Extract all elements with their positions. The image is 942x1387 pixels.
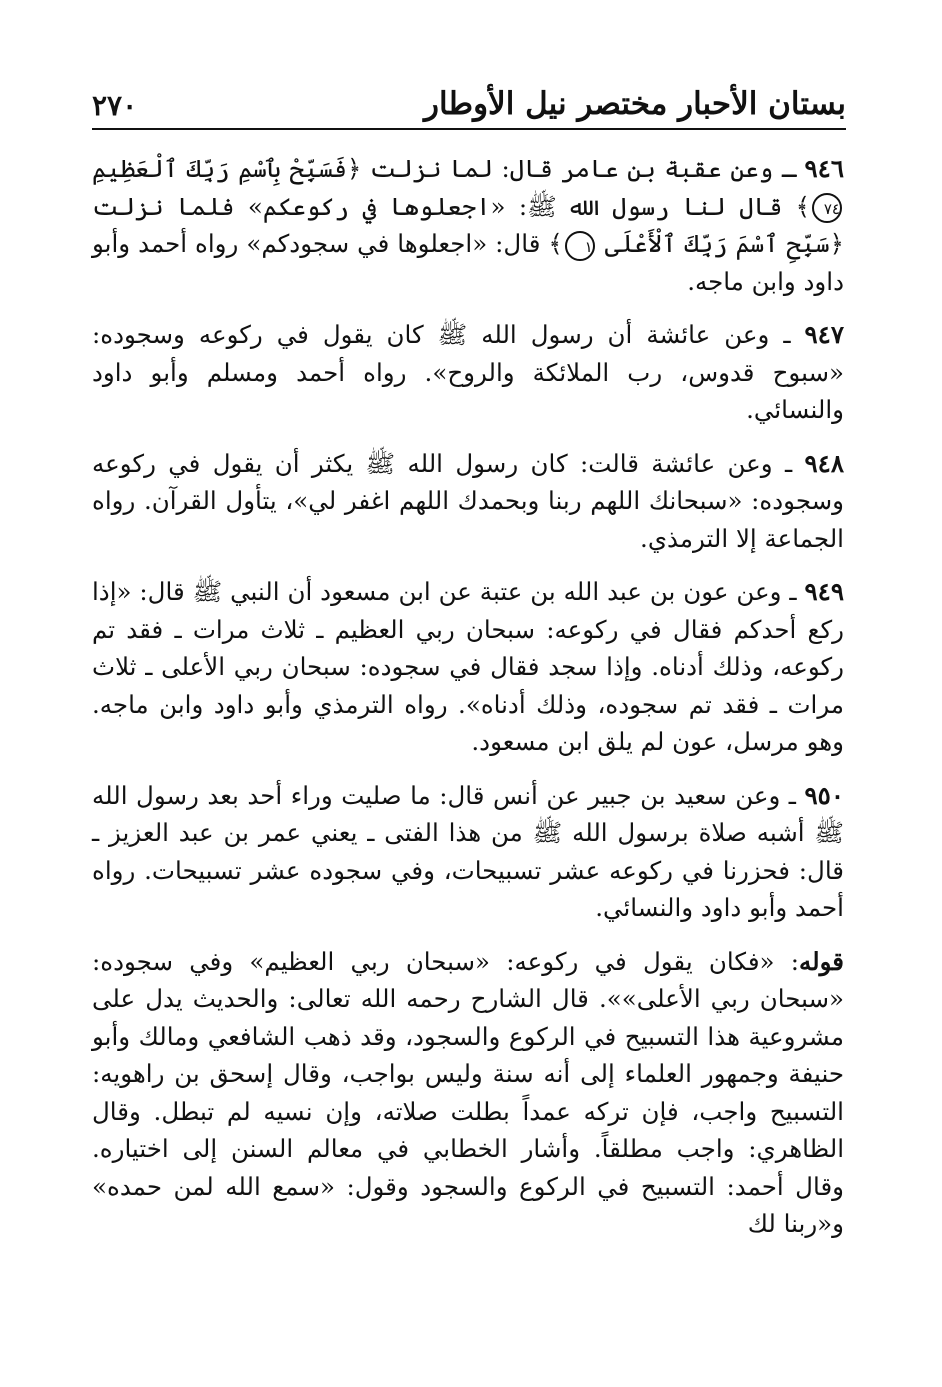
hadith-text: ـ وعن عقبة بن عامر قال: لما نزلت ﴿فَسَبِّحْ بِٱسْمِ رَبِّكَ ٱلْعَظِيمِ [92,154,805,183]
page-header [92,78,846,130]
hadith-947 [92,316,844,429]
commentary [92,943,844,1243]
verse-number-ornament: ١ [565,231,595,261]
hadith-number: ٩٤٧ [804,320,844,349]
hadith-number: ٩٥٠ [804,780,844,810]
hadith-text: ـ وعن عائشة أن رسول الله ﷺ كان يقول في ركوعه وسجوده: «سبوح قدوس، رب الملائكة والروح». رواه أحمد ومسلم وأبو داود والنسائي. [92,320,844,424]
hadith-number: ٩٤٩ [804,577,844,606]
hadith-948 [92,445,844,558]
hadith-text: ـ وعن عائشة قالت: كان رسول الله ﷺ يكثر أن يقول في ركوعه وسجوده: «سبحانك اللهم ربنا وبحمدك اللهم اغفر لي»، يتأول القرآن. رواه الجماعة إلا الترمذي. [92,448,844,553]
book-title: بستان الأحبار مختصر نيل الأوطار [423,86,846,122]
hadith-number: ٩٤٦ [804,154,844,183]
hadith-text: ـ وعن عون بن عبد الله بن عتبة عن ابن مسعود أن النبي ﷺ قال: «إذا ركع أحدكم فقال في ركوعه: سبحان ربي العظيم ـ ثلاث مرات ـ فقد تم ركوعه، وذلك أدناه. وإذا سجد فقال في سجوده: سبحان ربي الأعلى ـ ثلاث مرات ـ فقد تم سجوده، وذلك أدناه». رواه الترمذي وأبو داود وابن ماجه. وهو مرسل، عون لم يلق ابن مسعود. [92,577,844,756]
page-body [92,150,844,1259]
hadith-949 [92,573,844,761]
commentary-text: : «فكان يقول في ركوعه: «سبحان ربي العظيم» وفي سجوده: «سبحان ربي الأعلى»». قال الشارح رحمه الله تعالى: والحديث يدل على مشروعية هذا التسبيح في الركوع والسجود، وقد ذهب الشافعي ومالك وأبو حنيفة وجمهور العلماء إلى أنه سنة وليس بواجب، وقال إسحق بن راهويه: التسبيح واجب، فإن تركه عمداً بطلت صلاته، وإن نسيه لم تبطل. وقال الظاهري: واجب مطلقاً. وأشار الخطابي في معالم السنن إلى اختياره. وقال أحمد: التسبيح في الركوع والسجود وقول: «سمع الله لمن حمده» و«ربنا لك [92,946,844,1238]
hadith-text: ـ وعن سعيد بن جبير عن أنس قال: ما صليت وراء أحد بعد رسول الله ﷺ أشبه صلاة برسول الله ﷺ من هذا الفتى ـ يعني عمر بن عبد العزيز ـ قال: فحزرنا في ركوعه عشر تسبيحات، وفي سجوده عشر تسبيحات. رواه أحمد وأبو داود والنسائي. [92,780,844,922]
verse-number-ornament: ٧٤ [812,193,842,223]
hadith-946 [92,150,844,300]
hadith-950 [92,777,844,927]
page-number: ٢٧٠ [92,89,138,122]
hadith-number: ٩٤٨ [804,448,844,478]
commentary-label: قوله [799,946,844,976]
hadith-text: ﴾ قال: «اجعلوها في سجودكم» رواه أحمد وأبو داود وابن ماجه. [92,229,844,296]
hadith-text: ﴾ قال لنا رسول الله ﷺ: «اجعلوها في ركوعكم» فلما نزلت ﴿سَبِّحِ ٱسْمَ رَبِّكَ ٱلْأَعْلَى [92,191,844,258]
